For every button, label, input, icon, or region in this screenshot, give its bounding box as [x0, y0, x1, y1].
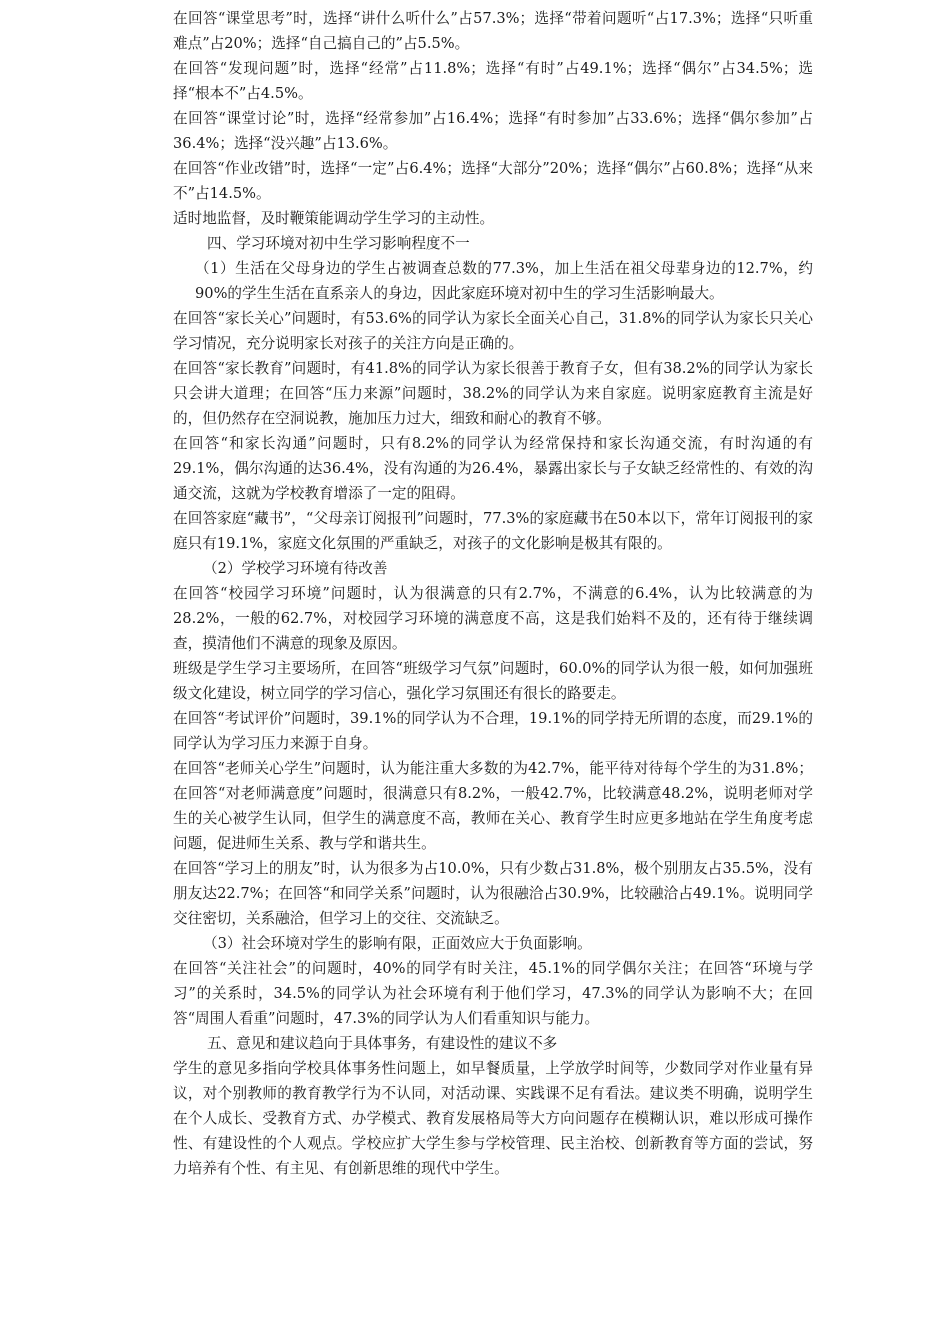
paragraph-parent-communication: 在回答“和家长沟通”问题时，只有8.2%的同学认为经常保持和家长沟通交流，有时沟通的有29.1%，偶尔沟通的达36.4%，没有沟通的为26.4%，暴露出家长与子女缺乏经常性的、有效的沟通交流，这就为学校教育增添了一定的阻碍。	[173, 435, 813, 502]
paragraph-supervision: 适时地监督，及时鞭策能调动学生学习的主动性。	[173, 210, 495, 227]
paragraph-finding-problems: 在回答“发现问题”时，选择“经常”占11.8%；选择“有时”占49.1%；选择“偶尔”占34.5%；选择“根本不”占4.5%。	[173, 60, 813, 102]
paragraph-classroom-thinking: 在回答“课堂思考”时，选择“讲什么听什么”占57.3%；选择“带着问题听“占17.3%；选择“只听重难点”占20%；选择“自己搞自己的”占5.5%。	[173, 10, 813, 52]
paragraph-family-environment: （1）生活在父母身边的学生占被调查总数的77.3%，加上生活在祖父母辈身边的12.7%，约90%的学生生活在直系亲人的身边，因此家庭环境对初中生的学习生活影响最大。	[195, 260, 813, 302]
section-heading-4: 四、学习环境对初中生学习影响程度不一	[207, 235, 470, 252]
subheading-social-environment: （3）社会环境对学生的影响有限，正面效应大于负面影响。	[203, 935, 592, 952]
paragraph-classroom-discussion: 在回答“课堂讨论”时，选择“经常参加”占16.4%；选择“有时参加”占33.6%；选择“偶尔参加”占36.4%；选择“没兴趣”占13.6%。	[173, 110, 813, 152]
paragraph-parent-care: 在回答“家长关心”问题时，有53.6%的同学认为家长全面关心自己，31.8%的同学认为家长只关心学习情况，充分说明家长对孩子的关注方向是正确的。	[173, 310, 813, 352]
paragraph-class-atmosphere: 班级是学生学习主要场所，在回答“班级学习气氛”问题时，60.0%的同学认为很一般，如何加强班级文化建设，树立同学的学习信心，强化学习氛围还有很长的路要走。	[173, 660, 813, 702]
paragraph-teacher-care: 在回答“老师关心学生”问题时，认为能注重大多数的为42.7%，能平待对待每个学生的为31.8%；在回答“对老师满意度”问题时，很满意只有8.2%，一般42.7%，比较满意48.2%，说明老师对学生的关心被学生认同，但学生的满意度不高，教师在关心、教育学生时应更多地站在学生角度考虑问题，促进师生关系、教与学和谐共生。	[173, 760, 813, 852]
paragraph-home-books: 在回答家庭“藏书”，“父母亲订阅报刊”问题时，77.3%的家庭藏书在50本以下，常年订阅报刊的家庭只有19.1%，家庭文化氛围的严重缺乏，对孩子的文化影响是极其有限的。	[173, 510, 813, 552]
subheading-school-environment: （2）学校学习环境有待改善	[203, 560, 388, 577]
section-heading-5: 五、意见和建议趋向于具体事务，有建设性的建议不多	[207, 1035, 558, 1052]
document-page	[173, 6, 813, 1181]
paragraph-parent-education: 在回答“家长教育”问题时，有41.8%的同学认为家长很善于教育子女，但有38.2%的同学认为家长只会讲大道理；在回答“压力来源”问题时，38.2%的同学认为来自家庭。说明家庭教育主流是好的，但仍然存在空洞说教，施加压力过大，细致和耐心的教育不够。	[173, 360, 813, 427]
paragraph-social-attention: 在回答“关注社会”的问题时，40%的同学有时关注，45.1%的同学偶尔关注；在回答“环境与学习”的关系时，34.5%的同学认为社会环境有利于他们学习，47.3%的同学认为影响不大；在回答“周围人看重”问题时，47.3%的同学认为人们看重知识与能力。	[173, 960, 813, 1027]
paragraph-homework-correction: 在回答“作业改错”时，选择“一定”占6.4%；选择“大部分”20%；选择“偶尔”占60.8%；选择“从来不”占14.5%。	[173, 160, 813, 202]
paragraph-opinions-suggestions: 学生的意见多指向学校具体事务性问题上，如早餐质量，上学放学时间等，少数同学对作业量有异议，对个别教师的教育教学行为不认同，对活动课、实践课不足有看法。建议类不明确，说明学生在个人成长、受教育方式、办学模式、教育发展格局等大方向问题存在模糊认识，难以形成可操作性、有建设性的个人观点。学校应扩大学生参与学校管理、民主治校、创新教育等方面的尝试，努力培养有个性、有主见、有创新思维的现代中学生。	[173, 1060, 813, 1177]
paragraph-study-friends: 在回答“学习上的朋友”时，认为很多为占10.0%，只有少数占31.8%，极个别朋友占35.5%，没有朋友达22.7%；在回答“和同学关系”问题时，认为很融洽占30.9%，比较融洽占49.1%。说明同学交往密切，关系融洽，但学习上的交往、交流缺乏。	[173, 860, 813, 927]
paragraph-exam-evaluation: 在回答“考试评价”问题时，39.1%的同学认为不合理，19.1%的同学持无所谓的态度，而29.1%的同学认为学习压力来源于自身。	[173, 710, 813, 752]
paragraph-campus-environment: 在回答“校园学习环境”问题时，认为很满意的只有2.7%，不满意的6.4%，认为比较满意的为28.2%，一般的62.7%，对校园学习环境的满意度不高，这是我们始料不及的，还有待于继续调查，摸清他们不满意的现象及原因。	[173, 585, 813, 652]
